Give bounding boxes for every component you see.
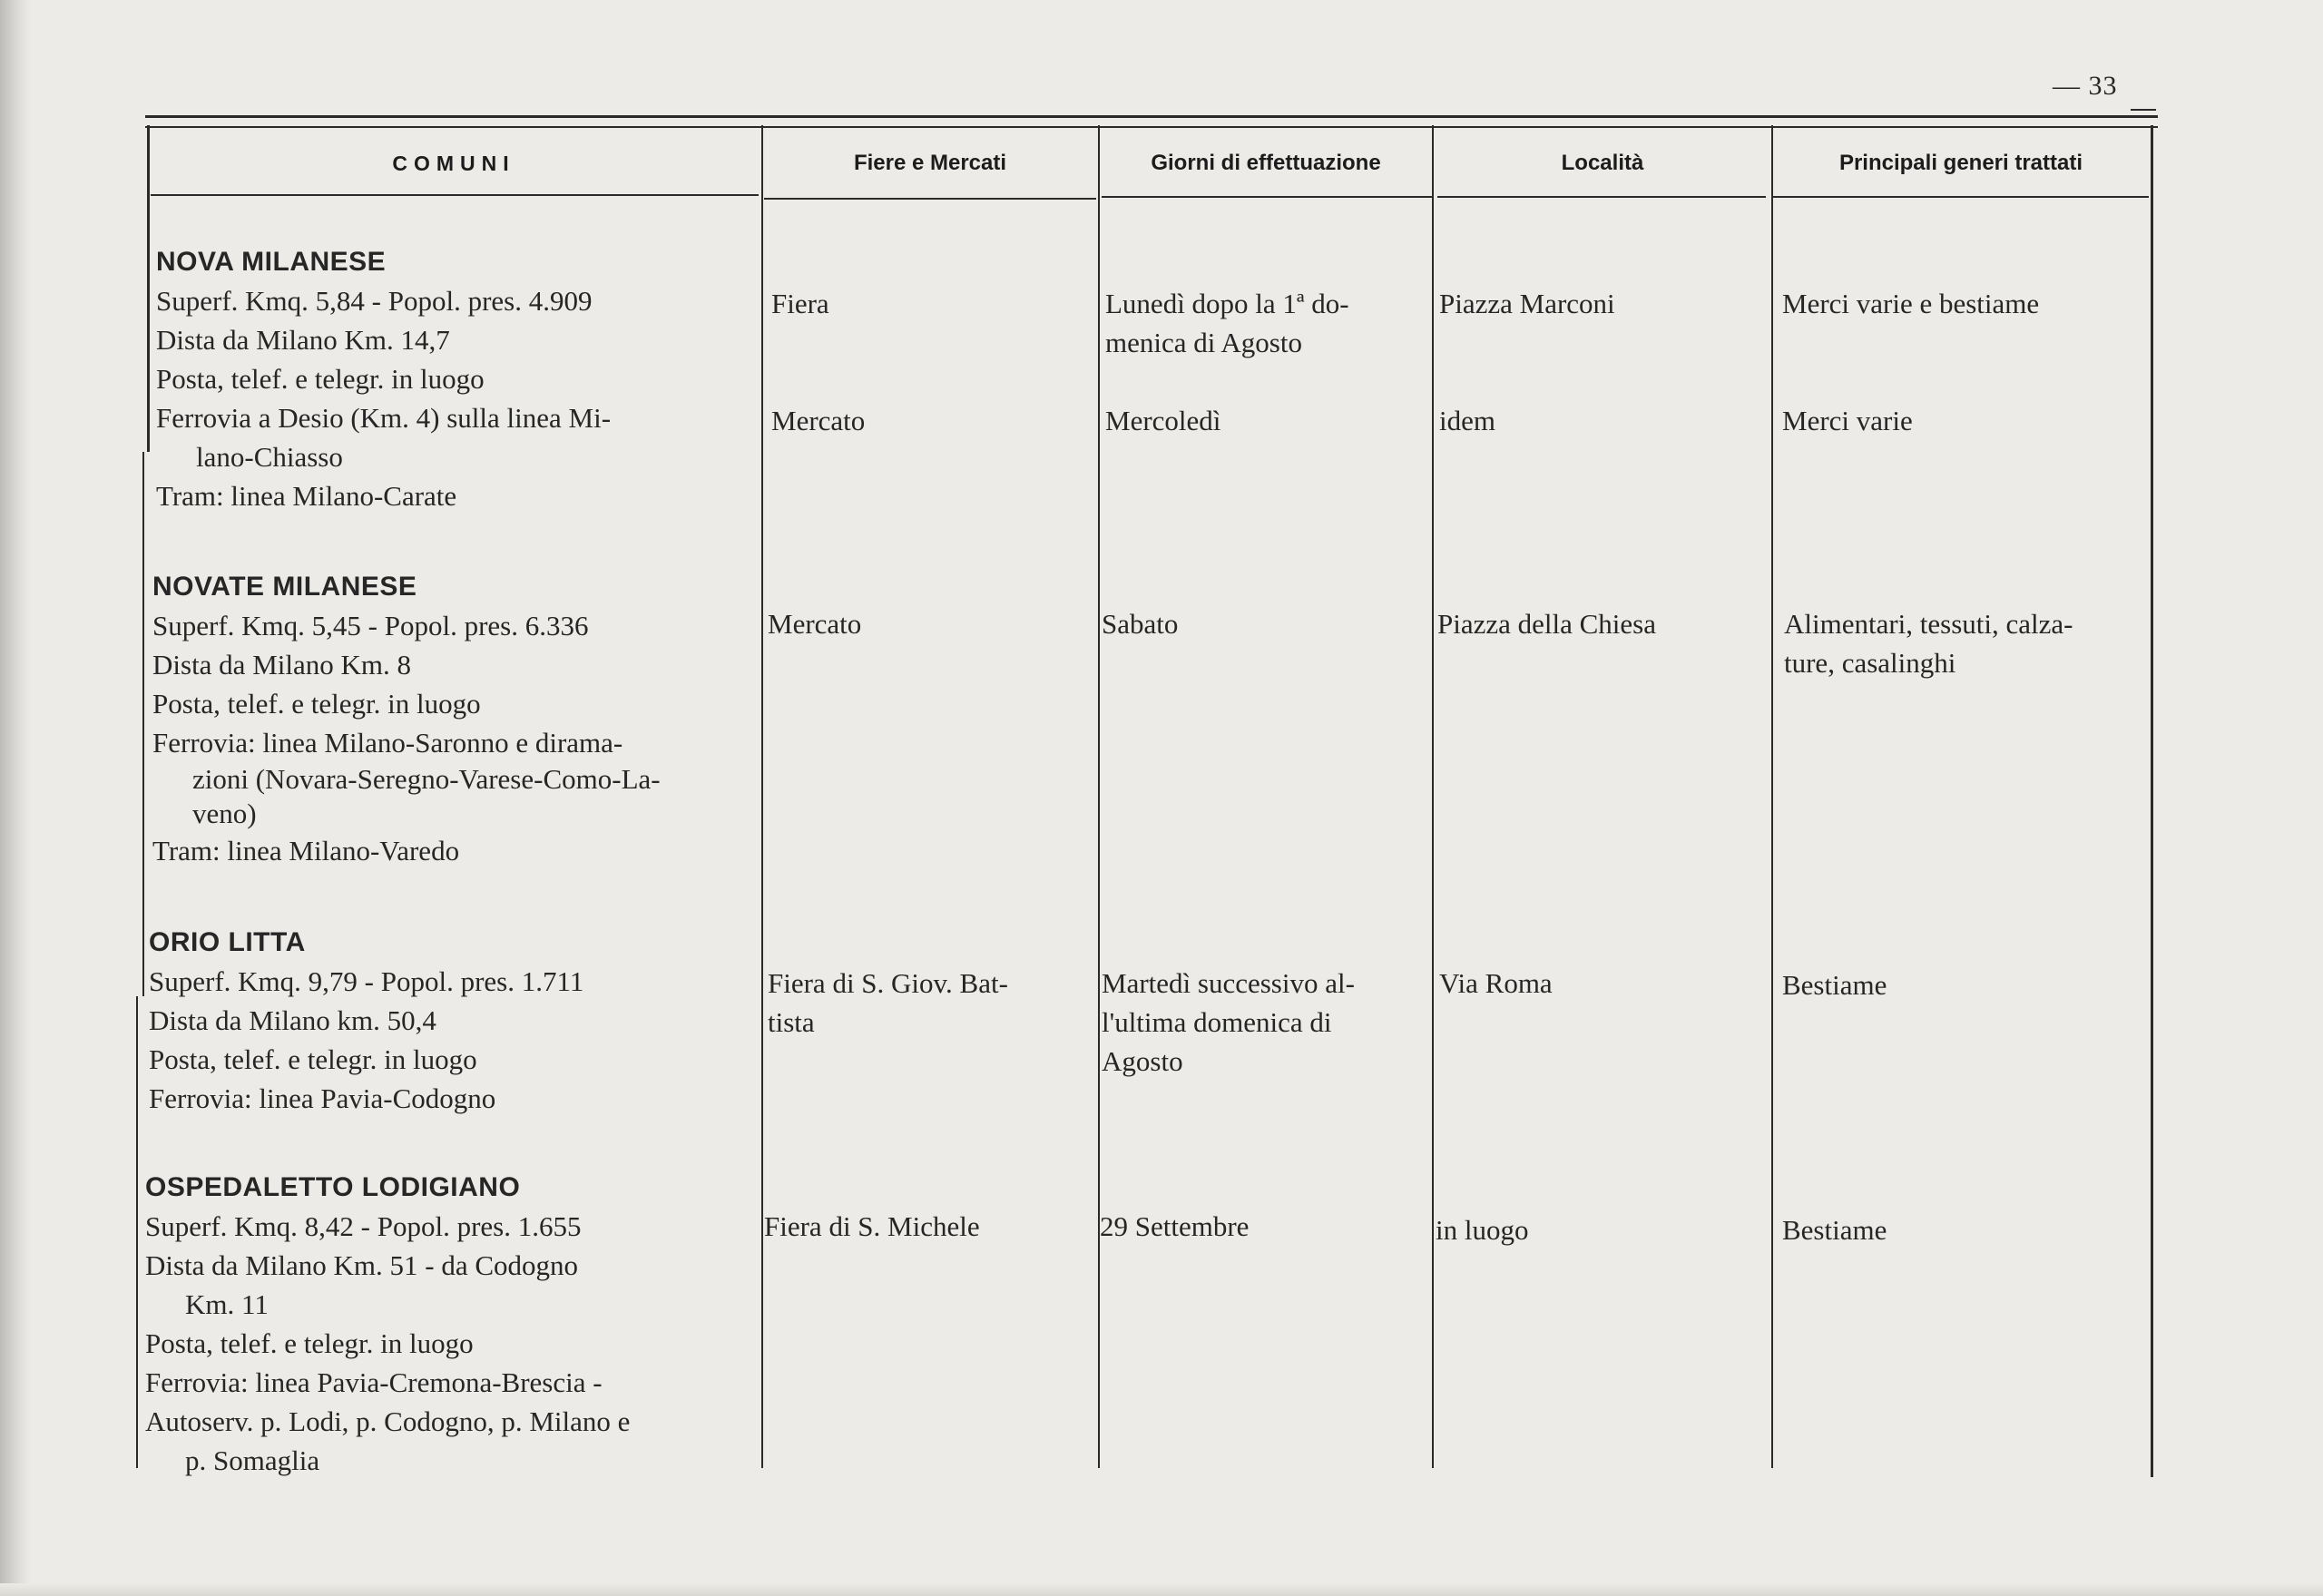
comune-info-line: Posta, telef. e telegr. in luogo [156, 363, 485, 395]
localita-line: in luogo [1436, 1214, 1529, 1246]
comune-info-line: Dista da Milano Km. 8 [152, 649, 411, 681]
comune-info-line: Superf. Kmq. 5,45 - Popol. pres. 6.336 [152, 610, 589, 641]
localita-cell [1437, 604, 1656, 643]
generi-cell [1782, 965, 1887, 1004]
localita-line: Piazza della Chiesa [1437, 608, 1657, 640]
giorni-line: 29 Settembre [1100, 1210, 1250, 1242]
comune-info-line: Ferrovia: linea Pavia-Cremona-Brescia - [145, 1366, 603, 1398]
localita-line: idem [1439, 405, 1495, 436]
comune-info-line: Superf. Kmq. 9,79 - Popol. pres. 1.711 [149, 965, 584, 997]
localita-line: Via Roma [1439, 967, 1553, 999]
comune-info-line: Ferrovia a Desio (Km. 4) sulla linea Mi- [156, 402, 612, 434]
comune-entry [156, 241, 611, 515]
giorni-cell [1105, 284, 1349, 362]
comune-info-line: Dista da Milano Km. 51 - da Codogno [145, 1249, 579, 1281]
comune-info-line: Posta, telef. e telegr. in luogo [149, 1043, 477, 1075]
page-bottom-edge [0, 1583, 2323, 1596]
localita-line: Piazza Marconi [1439, 288, 1615, 319]
giorni-cell [1102, 964, 1355, 1081]
fiera-cell [771, 284, 829, 323]
fiera-line: Mercato [771, 405, 866, 436]
giorni-cell [1105, 401, 1220, 440]
fiera-cell [771, 401, 865, 440]
comune-entry [145, 1167, 630, 1480]
page-number: — 33 [2053, 71, 2118, 101]
comune-info-line: zioni (Novara-Seregno-Varese-Como-La- [192, 763, 661, 795]
generi-line: Bestiame [1782, 1214, 1887, 1246]
giorni-cell [1102, 604, 1178, 643]
giorni-line: Lunedì dopo la 1ª do- [1105, 288, 1349, 319]
comune-info-line: Autoserv. p. Lodi, p. Codogno, p. Milano e [145, 1405, 631, 1437]
header-localita: Località [1561, 151, 1644, 175]
fiera-cell [768, 964, 1008, 1042]
generi-line: Bestiame [1782, 969, 1887, 1001]
comune-info-line: Superf. Kmq. 8,42 - Popol. pres. 1.655 [145, 1210, 582, 1242]
localita-cell [1439, 401, 1495, 440]
comune-info-line: Posta, telef. e telegr. in luogo [145, 1327, 474, 1359]
comune-info-line: Posta, telef. e telegr. in luogo [152, 688, 481, 720]
comune-info-line: Tram: linea Milano-Carate [156, 480, 457, 512]
generi-line: ture, casalinghi [1784, 647, 1956, 679]
comune-info-line: Ferrovia: linea Milano-Saronno e dirama- [152, 727, 623, 759]
comune-info-line: Dista da Milano Km. 14,7 [156, 324, 450, 356]
giorni-line: l'ultima domenica di [1102, 1006, 1332, 1038]
fiera-cell [764, 1207, 980, 1246]
header-comuni: COMUNI [392, 152, 515, 175]
generi-line: Merci varie e bestiame [1782, 288, 2040, 319]
generi-cell [1782, 401, 1913, 440]
header-generi: Principali generi trattati [1838, 151, 2083, 175]
comune-entry [152, 566, 661, 870]
generi-line: Merci varie [1782, 405, 1913, 436]
fiera-line: Fiera di S. Giov. Bat- [768, 967, 1008, 999]
fiera-line: Mercato [768, 608, 862, 640]
localita-cell [1439, 284, 1615, 323]
comune-entry [149, 922, 583, 1118]
fiera-cell [768, 604, 861, 643]
comune-info-line: Dista da Milano km. 50,4 [149, 1004, 436, 1036]
comune-info-line: Superf. Kmq. 5,84 - Popol. pres. 4.909 [156, 285, 593, 317]
generi-cell [1782, 1210, 1887, 1249]
localita-cell [1436, 1210, 1528, 1249]
fiera-line: Fiera [771, 288, 829, 319]
header-giorni: Giorni di effettuazione [1151, 151, 1381, 175]
comune-info-line: veno) [192, 798, 257, 829]
fiera-line: tista [768, 1006, 815, 1038]
generi-line: Alimentari, tessuti, calza- [1784, 608, 2073, 640]
giorni-line: menica di Agosto [1105, 327, 1302, 358]
generi-cell [1784, 604, 2073, 682]
header-fiere-mercati: Fiere e Mercati [853, 151, 1007, 175]
fiera-line: Fiera di S. Michele [764, 1210, 980, 1242]
comune-info-line: Tram: linea Milano-Varedo [152, 835, 460, 867]
comune-name: NOVATE MILANESE [152, 572, 417, 602]
localita-cell [1439, 964, 1553, 1003]
page-binding-shadow [0, 0, 31, 1596]
giorni-line: Agosto [1102, 1045, 1183, 1077]
comune-info-line: Km. 11 [185, 1288, 269, 1320]
comune-name: OSPEDALETTO LODIGIANO [145, 1172, 521, 1202]
giorni-cell [1100, 1207, 1249, 1246]
giorni-line: Sabato [1102, 608, 1179, 640]
giorni-line: Mercoledì [1105, 405, 1221, 436]
generi-cell [1782, 284, 2039, 323]
giorni-line: Martedì successivo al- [1102, 967, 1355, 999]
comune-name: NOVA MILANESE [156, 247, 387, 277]
comune-name: ORIO LITTA [149, 927, 306, 957]
comune-info-line: Ferrovia: linea Pavia-Codogno [149, 1082, 496, 1114]
comune-info-line: p. Somaglia [185, 1444, 320, 1476]
comune-info-line: lano-Chiasso [196, 441, 343, 473]
